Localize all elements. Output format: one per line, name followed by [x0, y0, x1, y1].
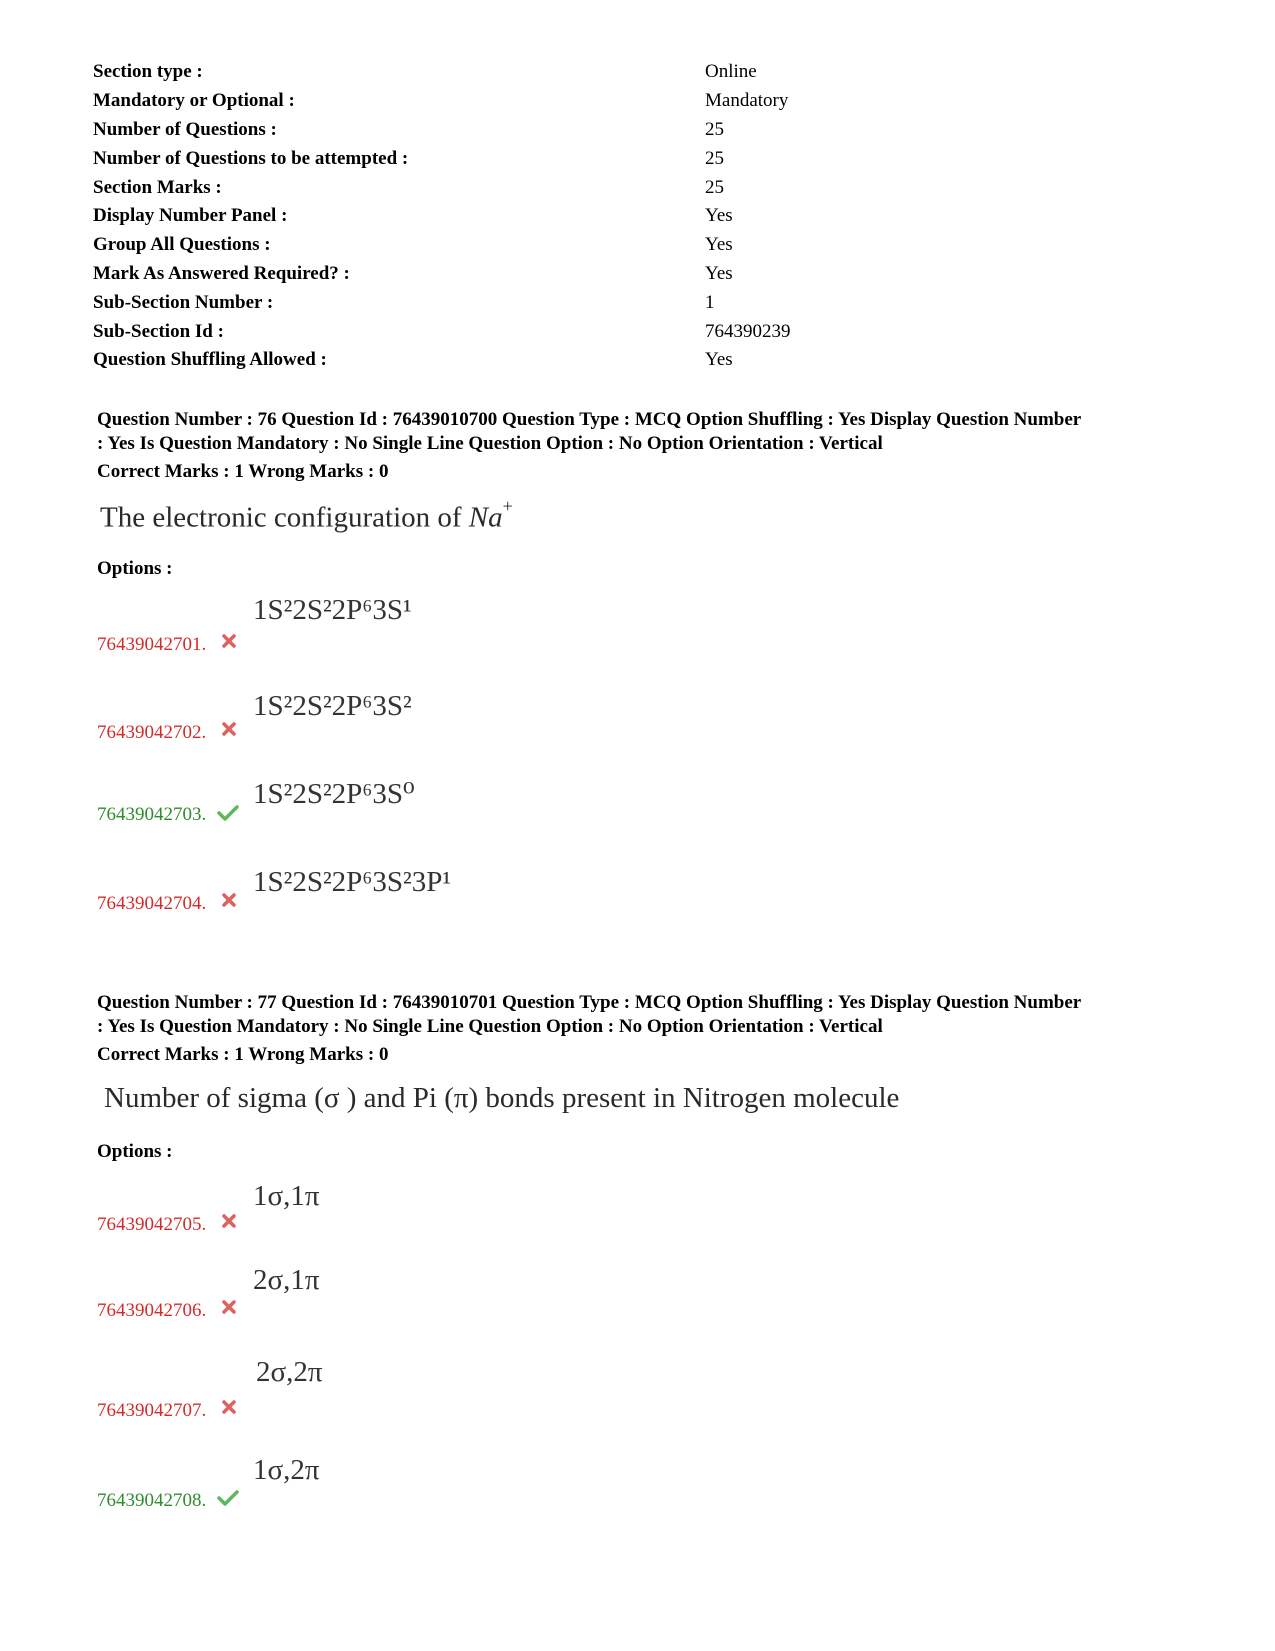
- meta-label: Display Number Panel :: [93, 205, 288, 227]
- question-stem: [100, 496, 513, 535]
- question-header: [97, 408, 1207, 484]
- option-text: 1S²2S²2P⁶3S⁰: [253, 778, 415, 810]
- question-header: [97, 991, 1207, 1067]
- option-id: 76439042703.: [97, 804, 207, 825]
- option-text: 2σ,1π: [253, 1264, 320, 1296]
- meta-label: Section type :: [93, 61, 203, 83]
- check-icon: [217, 804, 239, 822]
- question-stem-text: The electronic configuration of: [100, 501, 462, 534]
- question-header-line: Question Number : 77 Question Id : 76439010701 Question Type : MCQ Option Shuffling : Yes Display Question Number: [97, 992, 1082, 1013]
- meta-row: [93, 144, 893, 173]
- meta-value: Yes: [705, 262, 733, 284]
- meta-label: Mark As Answered Required? :: [93, 262, 350, 284]
- option-text: 1S²2S²2P⁶3S¹: [253, 594, 412, 626]
- option-id: 76439042702.: [97, 722, 207, 743]
- option-id: 76439042706.: [97, 1300, 207, 1321]
- option-id: 76439042707.: [97, 1400, 207, 1421]
- meta-label: Sub-Section Id :: [93, 320, 224, 342]
- question-stem-sup: +: [502, 496, 513, 516]
- options-label: Options :: [97, 558, 173, 579]
- cross-icon: [221, 721, 239, 739]
- question-marks: Correct Marks : 1 Wrong Marks : 0: [97, 1044, 389, 1065]
- option-text: 1S²2S²2P⁶3S²: [253, 690, 412, 722]
- meta-value: 25: [705, 176, 724, 198]
- meta-row: [93, 58, 893, 87]
- option-text: 1σ,2π: [253, 1454, 320, 1486]
- check-icon: [217, 1489, 239, 1507]
- option-text: 2σ,2π: [256, 1356, 323, 1388]
- meta-label: Question Shuffling Allowed :: [93, 349, 327, 371]
- meta-value: Yes: [705, 234, 733, 256]
- option-id: 76439042708.: [97, 1490, 207, 1511]
- meta-row: [93, 346, 893, 375]
- cross-icon: [221, 892, 239, 910]
- meta-row: [93, 231, 893, 260]
- question-stem-math: Na: [468, 501, 503, 534]
- meta-value: 25: [705, 147, 724, 169]
- meta-row: [93, 202, 893, 231]
- meta-label: Number of Questions to be attempted :: [93, 147, 409, 169]
- cross-icon: [221, 1299, 239, 1317]
- options-label: Options :: [97, 1141, 173, 1162]
- meta-value: 25: [705, 118, 724, 140]
- option-id: 76439042704.: [97, 893, 207, 914]
- meta-row: [93, 260, 893, 289]
- meta-value: 1: [705, 291, 715, 313]
- meta-value: Online: [705, 61, 757, 83]
- meta-value: 764390239: [705, 320, 791, 342]
- question-marks: Correct Marks : 1 Wrong Marks : 0: [97, 461, 389, 482]
- meta-label: Mandatory or Optional :: [93, 90, 295, 112]
- meta-label: Number of Questions :: [93, 118, 277, 140]
- option-id: 76439042701.: [97, 634, 207, 655]
- option-id: 76439042705.: [97, 1214, 207, 1235]
- question-stem-text: Number of sigma (σ ) and Pi (π) bonds present in Nitrogen molecule: [104, 1082, 900, 1114]
- cross-icon: [221, 1399, 239, 1417]
- meta-value: Yes: [705, 349, 733, 371]
- meta-value: Yes: [705, 205, 733, 227]
- section-meta-table: [93, 58, 893, 375]
- question-header-line: : Yes Is Question Mandatory : No Single Line Question Option : No Option Orientation : Vertical: [97, 1016, 883, 1037]
- meta-label: Sub-Section Number :: [93, 291, 274, 313]
- meta-label: Section Marks :: [93, 176, 222, 198]
- option-text: 1σ,1π: [253, 1180, 320, 1212]
- option-text: 1S²2S²2P⁶3S²3P¹: [253, 866, 452, 898]
- meta-row: [93, 317, 893, 346]
- meta-row: [93, 173, 893, 202]
- question-header-line: : Yes Is Question Mandatory : No Single Line Question Option : No Option Orientation : Vertical: [97, 433, 883, 454]
- meta-row: [93, 116, 893, 145]
- question-header-line: Question Number : 76 Question Id : 76439010700 Question Type : MCQ Option Shuffling : Yes Display Question Number: [97, 409, 1082, 430]
- cross-icon: [221, 1213, 239, 1231]
- meta-row: [93, 288, 893, 317]
- question-stem: [104, 1082, 899, 1115]
- meta-value: Mandatory: [705, 90, 789, 112]
- meta-row: [93, 87, 893, 116]
- meta-label: Group All Questions :: [93, 234, 271, 256]
- cross-icon: [221, 633, 239, 651]
